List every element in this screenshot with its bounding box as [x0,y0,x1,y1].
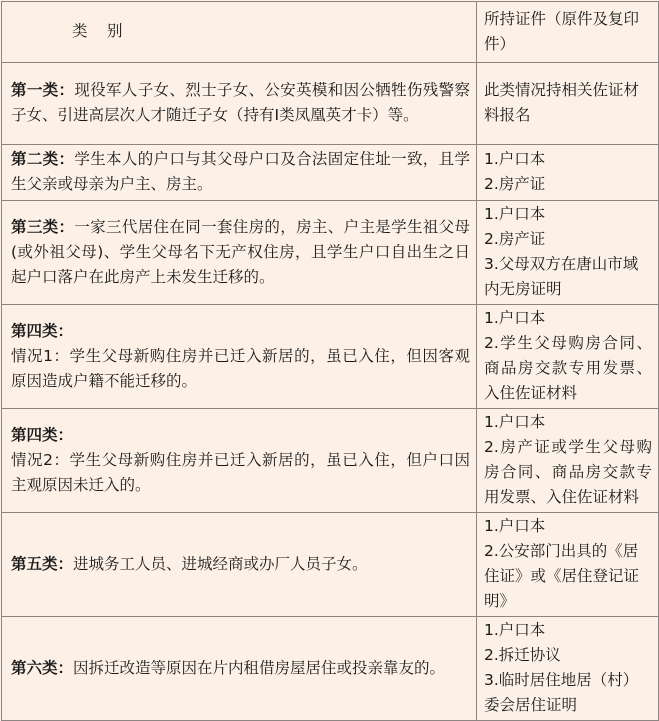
document-item: 此类情况持相关佐证材料报名 [484,81,640,124]
table-row [2,409,659,513]
documents-cell [477,409,659,513]
document-item: 2.公安部门出具的《居住证》或《居住登记证明》 [484,542,640,610]
table-row [2,145,659,201]
category-cell [2,617,477,721]
category-label: 第四类： [11,425,74,444]
documents-cell [477,513,659,617]
category-cell [2,63,477,145]
table-row [2,305,659,409]
category-cell [2,201,477,305]
category-description: 情况1：学生父母新购住房并已迁入新居的，虽已入住，但因客观原因造成户籍不能迁移的。 [11,346,470,390]
document-item: 2.房产证或学生父母购房合同、商品房交款专用发票、入住佐证材料 [484,438,652,506]
document-item: 1.户口本 [484,205,546,223]
category-description: 学生本人的户口与其父母户口及合法固定住址一致，且学生父亲或母亲为户主、房主。 [11,150,470,193]
category-description: 因拆迁改造等原因在片内租借房屋居住或投亲靠友的。 [73,658,446,677]
document-item: 2.房产证 [484,175,546,193]
category-label: 第一类： [11,81,75,99]
category-description: 现役军人子女、烈士子女、公安英模和因公牺牲伤残警察子女、引进高层次人才随迁子女（持有Ⅰ类凤凰英才卡）等。 [11,81,470,124]
category-description: 情况2：学生父母新购住房并已迁入新居的，虽已入住，但户口因主观原因未迁入的。 [11,450,470,494]
documents-cell [477,305,659,409]
table-row [2,513,659,617]
category-cell [2,145,477,201]
document-item: 2.房产证 [484,230,546,248]
category-label: 第六类： [11,658,74,677]
category-cell [2,513,477,617]
documents-cell [477,617,659,721]
category-cell [2,305,477,409]
category-cell [2,409,477,513]
category-label: 第四类： [11,321,74,340]
document-item: 1.户口本 [484,517,546,535]
category-label: 第二类： [11,150,75,168]
table-row [2,63,659,145]
documents-cell [477,63,659,145]
category-label: 第三类： [11,217,75,236]
table-row [2,201,659,305]
category-description: 进城务工人员、进城经商或办厂人员子女。 [73,554,368,573]
header-category: 类 别 [2,2,477,63]
table-header-row [2,2,659,63]
document-item: 2.学生父母购房合同、商品房交款专用发票、入住佐证材料 [484,334,652,402]
category-description: 一家三代居住在同一套住房的，房主、户主是学生祖父母(或外祖父母)、学生父母名下无产权住房，且学生户口自出生之日起户口落户在此房产上未发生迁移的。 [11,217,470,286]
documents-cell [477,145,659,201]
document-item: 1.户口本 [484,621,546,639]
document-item: 3.临时居住地居（村）委会居住证明 [484,671,639,714]
documents-cell [477,201,659,305]
document-item: 1.户口本 [484,150,546,168]
document-item: 1.户口本 [484,413,546,431]
category-label: 第五类： [11,554,74,573]
enrollment-category-table [1,1,659,721]
document-item: 1.户口本 [484,309,546,327]
header-documents: 所持证件（原件及复印件） [477,2,659,63]
document-item: 2.拆迁协议 [484,646,561,664]
table-row [2,617,659,721]
document-item: 3.父母双方在唐山市域内无房证明 [484,255,639,298]
